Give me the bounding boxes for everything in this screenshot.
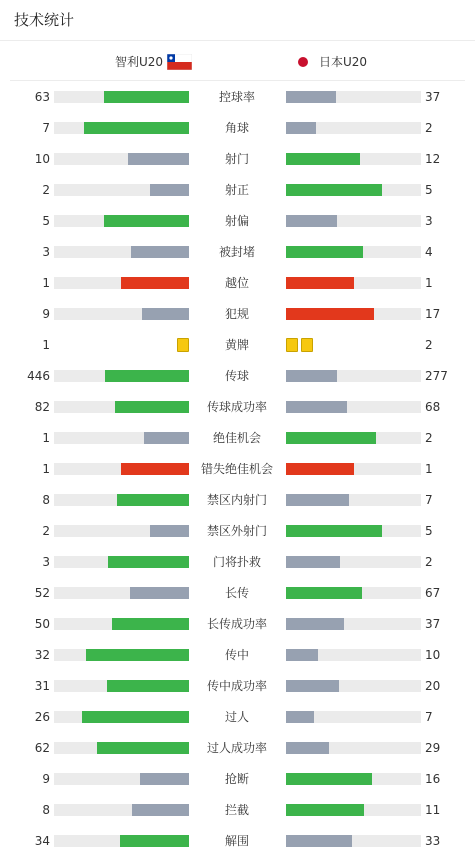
- away-bar: [286, 184, 382, 196]
- stat-row: [0, 400, 475, 431]
- home-value: 3: [42, 555, 50, 569]
- home-bar-track: [54, 370, 189, 382]
- stat-row: [0, 648, 475, 679]
- stat-row: [0, 803, 475, 834]
- away-bar: [286, 742, 329, 754]
- stat-label: 绝佳机会: [212, 431, 261, 445]
- home-bar-track: [54, 835, 189, 847]
- away-value: 2: [425, 121, 433, 135]
- home-value: 7: [42, 121, 50, 135]
- stat-label: 禁区外射门: [206, 524, 267, 538]
- stat-label: 长传: [224, 586, 249, 600]
- home-bar: [104, 91, 189, 103]
- stat-row: [0, 121, 475, 152]
- away-value: 68: [425, 400, 441, 414]
- stat-label: 射偏: [224, 214, 249, 228]
- home-value: 1: [42, 338, 50, 352]
- home-value: 1: [42, 462, 50, 476]
- stat-row: [0, 772, 475, 803]
- home-bar-track: [54, 742, 189, 754]
- home-value: 1: [42, 276, 50, 290]
- away-bar: [286, 494, 349, 506]
- home-bar-track: [54, 587, 189, 599]
- away-value: 33: [425, 834, 441, 848]
- home-bar-track: [54, 525, 189, 537]
- yellow-card-icon: [301, 338, 313, 352]
- home-bar-track: [54, 649, 189, 661]
- home-bar: [144, 432, 189, 444]
- stat-label: 传球: [224, 369, 249, 383]
- stat-label: 解围: [224, 834, 249, 848]
- teams-divider: [10, 80, 465, 81]
- home-bar: [121, 277, 189, 289]
- away-bar-track: [286, 122, 421, 134]
- stat-row: [0, 741, 475, 772]
- away-bar: [286, 804, 364, 816]
- away-bar-track: [286, 246, 421, 258]
- away-bar: [286, 618, 344, 630]
- home-bar: [97, 742, 189, 754]
- stat-label: 传中: [224, 648, 249, 662]
- away-bar-track: [286, 432, 421, 444]
- away-team[interactable]: [298, 53, 367, 70]
- away-bar-track: [286, 370, 421, 382]
- away-value: 29: [425, 741, 441, 755]
- stat-row: [0, 431, 475, 462]
- away-bar-track: [286, 184, 421, 196]
- home-value: 3: [42, 245, 50, 259]
- home-bar: [131, 246, 189, 258]
- home-bar: [112, 618, 189, 630]
- home-bar: [104, 215, 189, 227]
- stat-label: 错失绝佳机会: [200, 462, 273, 476]
- away-bar-track: [286, 680, 421, 692]
- home-team[interactable]: [115, 53, 192, 70]
- away-bar-track: [286, 804, 421, 816]
- home-value: 9: [42, 772, 50, 786]
- home-bar: [108, 556, 189, 568]
- home-bar-track: [54, 184, 189, 196]
- home-team-name: 智利U20: [115, 55, 164, 69]
- stat-row: [0, 183, 475, 214]
- home-bar-track: [54, 556, 189, 568]
- home-bar: [132, 804, 189, 816]
- away-bar-track: [286, 91, 421, 103]
- home-value: 31: [34, 679, 50, 693]
- stat-row: [0, 679, 475, 710]
- stat-row: [0, 338, 475, 369]
- stat-row: [0, 214, 475, 245]
- stat-label: 控球率: [218, 90, 255, 104]
- page-title: 技术统计: [14, 11, 75, 29]
- away-bar: [286, 556, 340, 568]
- away-team-name: 日本U20: [319, 55, 368, 69]
- stat-label: 传球成功率: [206, 400, 267, 414]
- stat-label: 犯规: [224, 307, 249, 321]
- home-bar-track: [54, 711, 189, 723]
- stat-label: 禁区内射门: [206, 493, 267, 507]
- away-value: 12: [425, 152, 441, 166]
- away-bar-track: [286, 525, 421, 537]
- away-bar: [286, 835, 352, 847]
- home-value: 8: [42, 493, 50, 507]
- stat-row: [0, 90, 475, 121]
- away-bar: [286, 711, 314, 723]
- stat-label: 射正: [224, 183, 249, 197]
- away-bar: [286, 401, 347, 413]
- away-value: 2: [425, 431, 433, 445]
- home-bar: [84, 122, 189, 134]
- away-value: 67: [425, 586, 441, 600]
- stat-label: 角球: [224, 121, 249, 135]
- home-value: 8: [42, 803, 50, 817]
- yellow-card-icon: [286, 338, 298, 352]
- away-bar-track: [286, 401, 421, 413]
- home-bar-track: [54, 494, 189, 506]
- stat-row: [0, 586, 475, 617]
- stat-row: [0, 276, 475, 307]
- away-value: 1: [425, 462, 433, 476]
- home-value: 62: [34, 741, 50, 755]
- away-bar-track: [286, 494, 421, 506]
- home-bar: [107, 680, 189, 692]
- home-bar-track: [54, 680, 189, 692]
- stat-label: 过人: [224, 710, 249, 724]
- stat-row: [0, 493, 475, 524]
- away-bar-track: [286, 618, 421, 630]
- away-value: 11: [425, 803, 441, 817]
- away-bar-track: [286, 742, 421, 754]
- home-bar-track: [54, 215, 189, 227]
- away-bar: [286, 680, 339, 692]
- away-bar: [286, 773, 372, 785]
- home-value: 10: [34, 152, 50, 166]
- home-bar: [82, 711, 189, 723]
- away-value: 37: [425, 617, 441, 631]
- home-bar-track: [54, 246, 189, 258]
- away-bar: [286, 649, 318, 661]
- home-value: 26: [34, 710, 50, 724]
- away-bar-track: [286, 153, 421, 165]
- away-bar-track: [286, 711, 421, 723]
- chile-flag-icon: [167, 54, 192, 70]
- away-value: 37: [425, 90, 441, 104]
- home-value: 2: [42, 524, 50, 538]
- away-bar: [286, 587, 362, 599]
- away-value: 5: [425, 524, 433, 538]
- home-bar-track: [54, 308, 189, 320]
- stat-label: 过人成功率: [206, 741, 267, 755]
- away-bar: [286, 432, 376, 444]
- home-value: 1: [42, 431, 50, 445]
- home-value: 50: [34, 617, 50, 631]
- stat-label: 射门: [224, 152, 249, 166]
- away-bar: [286, 525, 382, 537]
- home-bar: [140, 773, 189, 785]
- stat-row: [0, 834, 475, 865]
- stat-row: [0, 369, 475, 400]
- home-bar-track: [54, 122, 189, 134]
- home-bar-track: [54, 773, 189, 785]
- away-bar: [286, 153, 360, 165]
- home-bar: [150, 525, 189, 537]
- away-bar: [286, 308, 374, 320]
- away-yellow-cards: [286, 338, 313, 352]
- away-bar-track: [286, 649, 421, 661]
- home-bar: [150, 184, 189, 196]
- home-bar: [105, 370, 189, 382]
- stat-row: [0, 245, 475, 276]
- stat-label: 传中成功率: [206, 679, 267, 693]
- home-bar-track: [54, 91, 189, 103]
- stat-row: [0, 152, 475, 183]
- away-bar-track: [286, 463, 421, 475]
- home-value: 446: [27, 369, 50, 383]
- away-bar-track: [286, 215, 421, 227]
- home-bar-track: [54, 618, 189, 630]
- away-value: 2: [425, 555, 433, 569]
- stat-row: [0, 524, 475, 555]
- stat-row: [0, 710, 475, 741]
- home-yellow-cards: [177, 338, 189, 352]
- away-bar-track: [286, 835, 421, 847]
- away-value: 4: [425, 245, 433, 259]
- home-bar-track: [54, 153, 189, 165]
- stat-label: 越位: [224, 276, 249, 290]
- home-bar: [120, 835, 189, 847]
- away-bar-track: [286, 308, 421, 320]
- yellow-card-icon: [177, 338, 189, 352]
- away-value: 5: [425, 183, 433, 197]
- away-bar-track: [286, 556, 421, 568]
- home-bar: [115, 401, 189, 413]
- home-value: 9: [42, 307, 50, 321]
- away-bar-track: [286, 277, 421, 289]
- home-bar-track: [54, 432, 189, 444]
- stat-label: 门将扑救: [212, 555, 261, 569]
- away-bar: [286, 370, 337, 382]
- stat-row: [0, 462, 475, 493]
- stat-row: [0, 307, 475, 338]
- home-bar: [117, 494, 189, 506]
- home-bar: [128, 153, 189, 165]
- stat-label: 被封堵: [218, 245, 255, 259]
- away-bar-track: [286, 587, 421, 599]
- away-bar: [286, 463, 354, 475]
- away-value: 17: [425, 307, 441, 321]
- away-bar: [286, 277, 354, 289]
- away-value: 277: [425, 369, 448, 383]
- away-value: 1: [425, 276, 433, 290]
- away-value: 2: [425, 338, 433, 352]
- home-bar-track: [54, 401, 189, 413]
- away-bar-track: [286, 773, 421, 785]
- away-value: 20: [425, 679, 441, 693]
- home-value: 63: [34, 90, 50, 104]
- away-value: 3: [425, 214, 433, 228]
- home-bar: [121, 463, 189, 475]
- home-value: 2: [42, 183, 50, 197]
- japan-flag-icon: [298, 57, 308, 67]
- stat-label: 长传成功率: [206, 617, 267, 631]
- away-value: 7: [425, 710, 433, 724]
- home-value: 82: [34, 400, 50, 414]
- home-value: 5: [42, 214, 50, 228]
- home-value: 52: [34, 586, 50, 600]
- stat-label: 抢断: [224, 772, 249, 786]
- away-bar: [286, 91, 336, 103]
- home-value: 34: [34, 834, 50, 848]
- away-bar: [286, 122, 316, 134]
- header-divider: [0, 40, 475, 41]
- home-value: 32: [34, 648, 50, 662]
- stat-label: 拦截: [224, 803, 249, 817]
- away-bar: [286, 215, 337, 227]
- home-bar: [86, 649, 189, 661]
- away-value: 16: [425, 772, 441, 786]
- home-bar-track: [54, 463, 189, 475]
- home-bar-track: [54, 277, 189, 289]
- away-value: 10: [425, 648, 441, 662]
- stat-label: 黄牌: [224, 338, 249, 352]
- stat-row: [0, 617, 475, 648]
- away-bar: [286, 246, 363, 258]
- home-bar-track: [54, 804, 189, 816]
- away-value: 7: [425, 493, 433, 507]
- home-bar: [142, 308, 189, 320]
- home-bar: [130, 587, 189, 599]
- stat-row: [0, 555, 475, 586]
